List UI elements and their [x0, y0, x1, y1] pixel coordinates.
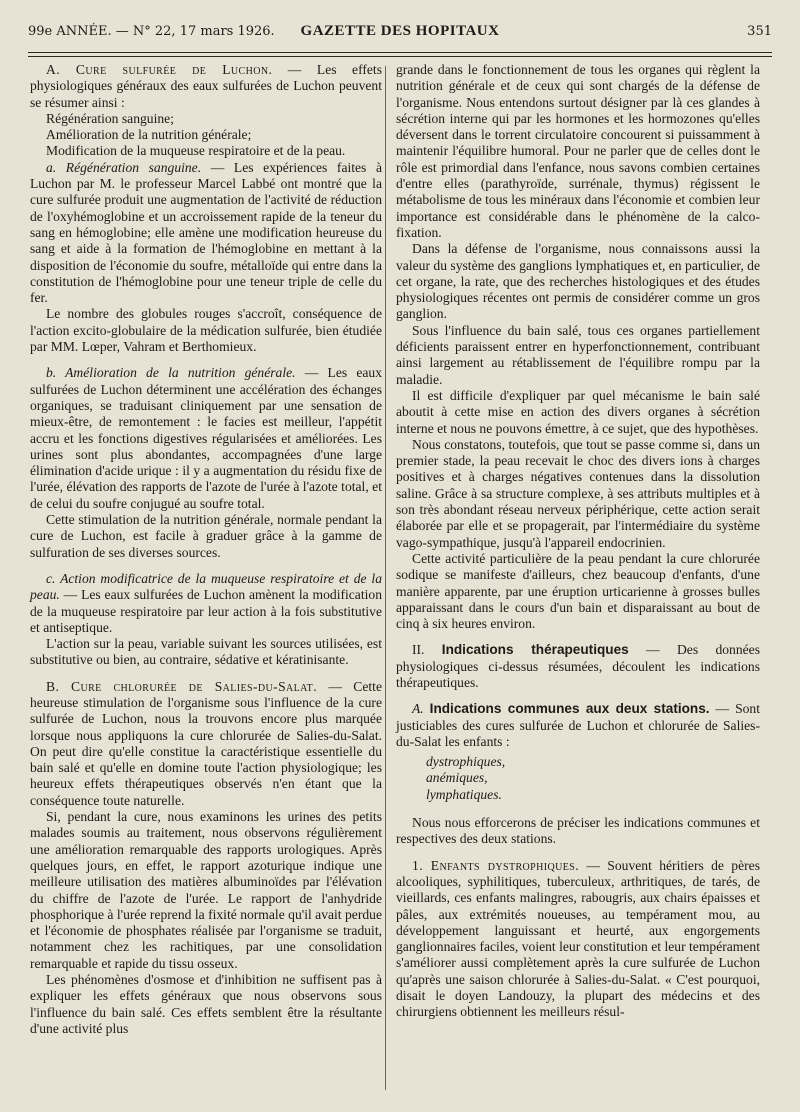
section-A2: A. Indications communes aux deux stations. — Sont justiciables des cures sulfurée de Luchon et chlorurée de Salies-du-Salat les enfants : [396, 701, 761, 749]
left-column [30, 62, 382, 1037]
paragraph: Les phénomènes d'osmose et d'inhibition ne suffisent pas à expliquer les effets généraux que nous observons sous l'influence du bain salé. Ces effets semblent être la résultante d'une activité plus [30, 972, 382, 1036]
subsection-a-heading: a. Régénération sanguine. [46, 159, 202, 175]
subsection-b: b. Amélioration de la nutrition générale. — Les eaux sulfurées de Luchon déterminent une accélération des échanges organiques, se traduisant cliniquement par une sensation de mieux-être, de remontement : le facies est meilleur, l'appétit accru et les fonctions digestives régularisées et améliorées. Les urines sont plus abondantes, accompagnées d'une large élimination d'acide urique : il y a augmentation du résidu fixe de l'urée, élévation des rapports de l'azote de l'urée à l'azote total, et de celui du soufre conjugué au soufre total. [30, 365, 382, 511]
column-divider [385, 66, 386, 1090]
list-item: dystrophiques, [426, 754, 506, 770]
list-item: Amélioration de la nutrition générale; [46, 127, 252, 143]
right-column [396, 62, 760, 1021]
paragraph: Sous l'influence du bain salé, tous ces organes partiellement déficients paraissent entrer en hyperfonctionnement, contribuant ainsi largement au rétablissement de l'équilibre rompu par la maladie. [396, 322, 760, 387]
section-B: B. Cure chlorurée de Salies-du-Salat. — Cette heureuse stimulation de l'organisme sous l'influence de la cure sulfurée de Luchon, nous la trouvons encore plus marquée lorsque nous appliquons la cure chlorurée de Salies-du-Salat. On peut dire qu'elle constitue la caractéristique essentielle du bain salé et qu'elle en domine toute l'action physiologique; les heureux effets thérapeutiques observés n'en étant que la conséquence toute naturelle. [30, 678, 382, 808]
paragraph: Si, pendant la cure, nous examinons les urines des petits malades soumis au traitement, nous observons régulièrement une amélioration remarquable des rapports urologiques. Après quelques jours, en effet, le rapport azoturique indique une meilleure utilisation des matières albuminoïdes par l'élévation du chiffre de l'azote de l'urée. Le rapport de l'anhydride phosphorique à l'urée reprend la fixité normale qu'il avait perdue et l'économie de phosphates réalisée par l'organisme se traduit, notamment chez les rachitiques, par une consolidation remarquable et rapide du tissu osseux. [30, 809, 382, 971]
subsection-c: c. Action modificatrice de la muqueuse respiratoire et de la peau. — Les eaux sulfurées de Luchon amènent la modification de la muqueuse respiratoire par leur action à la fois substitutive et antiseptique. [30, 570, 382, 635]
section-A2-heading: Indications communes aux deux stations. [429, 701, 710, 717]
page-header [28, 22, 772, 44]
indication-list [396, 754, 760, 803]
paragraph: L'action sur la peau, variable suivant les sources utilisées, est substitutive ou bien, au contraire, sédative et kératinisante. [30, 636, 382, 668]
header-rule-thin [28, 56, 772, 57]
paragraph: Nous nous efforcerons de préciser les indications communes et respectives des deux stations. [396, 815, 760, 847]
section-A-intro: A. Cure sulfurée de Luchon. — Les effets physiologiques généraux des eaux sulfurées de Luchon peuvent se résumer ainsi : [30, 62, 383, 110]
page-number: 351 [747, 24, 772, 39]
list-item: Modification de la muqueuse respiratoire et de la peau. [46, 143, 346, 159]
subsection-1-heading: 1. Enfants dystrophiques. [412, 857, 579, 873]
subsection-b-heading: b. Amélioration de la nutrition générale. [46, 365, 296, 381]
subsection-c-heading: c. Action modificatrice de la muqueuse respiratoire et de la peau. [30, 570, 382, 603]
list-item: Régénération sanguine; [46, 110, 174, 126]
paragraph: Le nombre des globules rouges s'accroît, conséquence de l'action excito-globulaire de la médication sulfurée, bien étudiée par MM. Lœper, Vahram et Berthomieux. [30, 306, 382, 355]
edition-info: 99e ANNÉE. — N° 22, 17 mars 1926. [28, 24, 275, 39]
subsection-1: 1. Enfants dystrophiques. — Souvent héritiers de pères alcooliques, syphilitiques, tuberculeux, arthritiques, de tarés, de vieillards, ces enfants malingres, rabougris, aux chairs épaisses et pâles, aux extrémités noueuses, au tempérament mou, au développement languissant et heurté, aux engorgements ganglionnaires faciles, voient leur constitution et leur tempérament s'améliorer aussi complètement après la cure sulfurée de Luchon qu'après une saison chlorurée à Salies-du-Salat. « C'est pourquoi, disait le doyen Landouzy, la plupart des médecins et des chirurgiens obtiennent les meilleurs résul- [396, 857, 760, 1020]
paragraph: Cette stimulation de la nutrition générale, normale pendant la cure de Luchon, est facile à graduer grâce à la gamme de sulfuration de ses diverses sources. [30, 512, 382, 560]
paragraph: Dans la défense de l'organisme, nous connaissons aussi la valeur du système des ganglions lymphatiques et, en particulier, de cet organe, la rate, que des recherches histologiques et des études physiologiques récentes ont permis de considérer comme un gros ganglion. [396, 241, 760, 322]
section-II: II. Indications thérapeutiques — Des données physiologiques ci-dessus résumées, découlent les indications thérapeutiques. [396, 642, 760, 690]
list-item: anémiques, [426, 770, 488, 786]
paragraph: Il est difficile d'expliquer par quel mécanisme le bain salé aboutit à cette mise en action des divers organes à sécrétion interne et nous ne pouvons émettre, à ce sujet, que des hypothèses. [396, 387, 760, 436]
section-II-heading: Indications thérapeutiques [441, 642, 629, 658]
list-item: lymphatiques. [426, 786, 502, 802]
paragraph: grande dans le fonctionnement de tous les organes qui règlent la nutrition générale et de ceux qui sont chargés de la défense de l'organisme. Nous entendons surtout désigner par là ces glandes à sécrétion interne qui par les hormones et les hormozones qu'elles déversent dans le torrent circulatoire concourent si puissamment à maintenir l'équilibre humoral. Pour ne parler que de celles dont le rôle est primordial dans l'enfance, nous savons combien certaines d'entre elles (parathyroïde, surrénale, thymus) régissent le métabolisme de tous les minéraux dans l'économie et combien leur importance est considérable dans le phénomène de la calco-fixation. [396, 62, 760, 240]
section-A-heading: A. Cure sulfurée de Luchon. [46, 62, 273, 77]
subsection-a: a. Régénération sanguine. — Les expériences faites à Luchon par M. le professeur Marcel Labbé ont montré que la cure sulfurée produit une augmentation de l'activité de réduction de l'oxyhémoglobine et un accroissement rapide de la teneur du sang en hémoglobine; elle amène une modification heureuse du sang et aide à la formation de l'hémoglobine en mettant à la disposition de l'économie du soufre, métalloïde qui entre dans la constitution de l'hémoglobine pour une teneur triple de celle du fer. [30, 159, 382, 306]
paragraph: Cette activité particulière de la peau pendant la cure chlorurée sodique se manifeste d'ailleurs, chez beaucoup d'enfants, d'une manière apparente, par une éruption urticarienne à grosses bulles apparaissant dans le cours d'un bain et disparaissant au bout de cinq à six heures environ. [396, 550, 760, 632]
header-rule-thick [28, 52, 772, 53]
section-B-heading: B. Cure chlorurée de Salies-du-Salat. [46, 678, 317, 694]
paragraph: Nous constatons, toutefois, que tout se passe comme si, dans un premier stade, la peau recevait le choc des divers ions à charges positives et à charges négatives contenues dans la dissolution saline. Grâce à sa structure complexe, à ses attributs multiples et à son très abondant réseau nerveux périphérique, cette action serait élaborée par elle et se propagerait, par l'intermédiaire du système vago-sympathique, jusqu'à l'appareil endocrinien. [396, 436, 760, 550]
journal-title: GAZETTE DES HOPITAUX [300, 23, 500, 39]
